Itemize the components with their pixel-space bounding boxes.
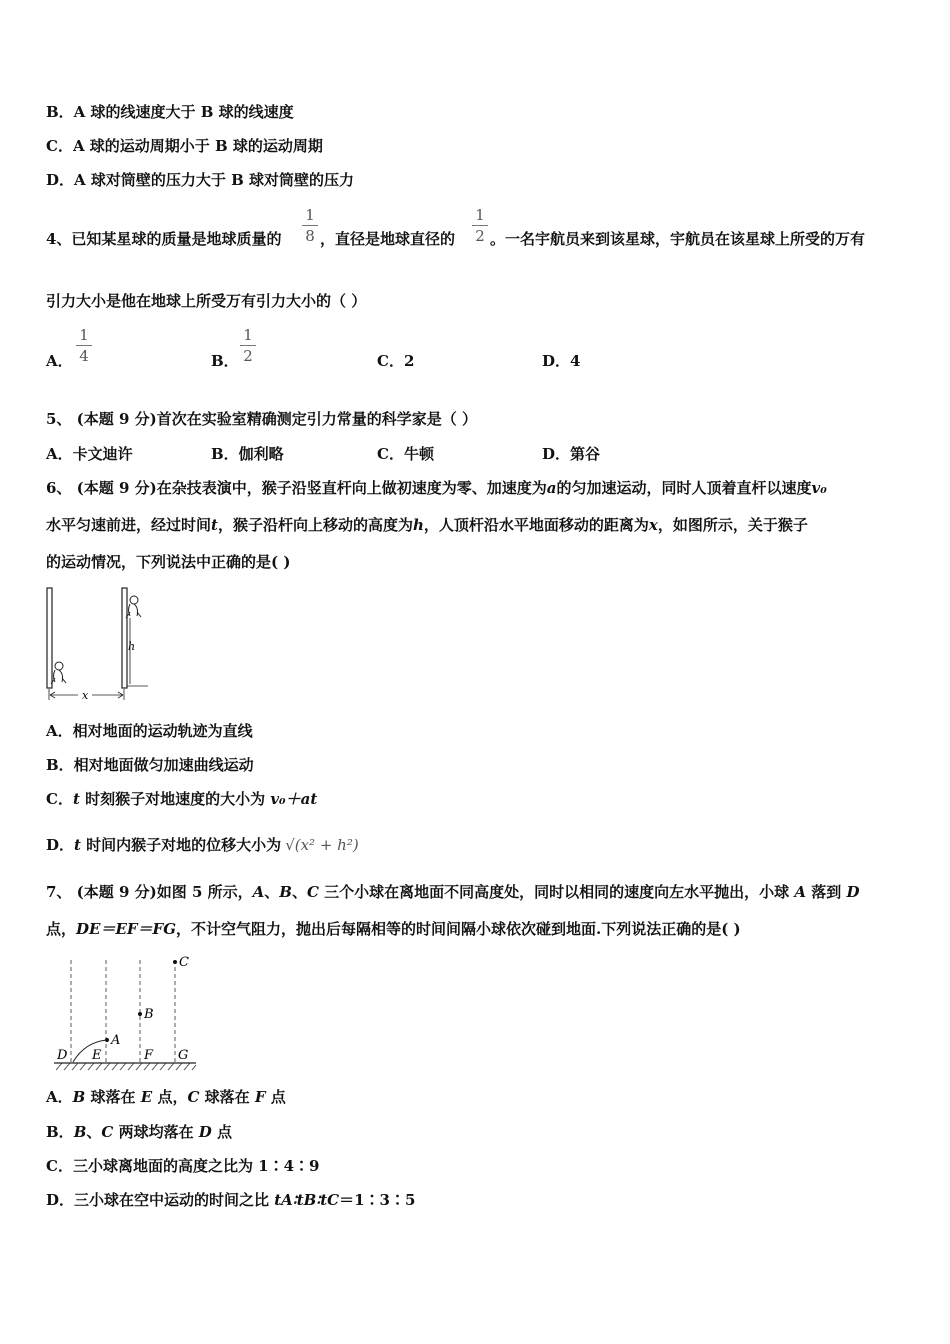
q6-stem-line1: 6、 (本题 9 分)在杂技表演中，猴子沿竖直杆向上做初速度为零、加速度为a的匀加速运动，同时人顶着直杆以速度v₀	[46, 479, 827, 497]
q4-option-a-fraction: 1 4	[76, 326, 92, 365]
q7-projectile-figure	[50, 952, 200, 1074]
q5-option-b: B．伽利略	[211, 445, 284, 463]
q4-option-c: C．2	[377, 352, 415, 370]
fig-label-f: F	[144, 1048, 154, 1063]
q6-stem-line2: 水平匀速前进，经过时间t，猴子沿杆向上移动的高度为h，人顶杆沿水平地面移动的距离为x，如图所示，关于猴子	[46, 516, 808, 534]
ball-a	[105, 1038, 109, 1042]
q6-option-a: A．相对地面的运动轨迹为直线	[46, 722, 253, 740]
pole-right	[122, 588, 127, 688]
q6-stem-line3: 的运动情况，下列说法中正确的是( )	[46, 553, 291, 571]
fig-label-a: A	[111, 1033, 121, 1048]
ball-b	[138, 1012, 142, 1016]
q6-monkey-figure	[44, 586, 154, 702]
q3-option-b: B．A 球的线速度大于 B 球的线速度	[46, 103, 294, 121]
q4-option-b-label: B．	[211, 352, 239, 370]
sqrt-expression: √(x² + h²)	[285, 836, 359, 854]
q5-stem: 5、 (本题 9 分)首次在实验室精确测定引力常量的科学家是（ ）	[46, 410, 477, 428]
q7-option-d: D．三小球在空中运动的时间之比 tA∶tB∶tC＝1∶3∶5	[46, 1191, 416, 1209]
q5-option-d: D．第谷	[542, 445, 601, 463]
fig-label-d: D	[57, 1048, 68, 1063]
q6-option-d: D．t 时间内猴子对地的位移大小为 √(x² + h²)	[46, 836, 359, 854]
monkey-icon-top	[126, 596, 141, 618]
q7-stem-line2: 点，DE＝EF＝FG，不计空气阻力，抛出后每隔相等的时间间隔小球依次碰到地面.下列说法正确的是( )	[46, 920, 741, 938]
fig-label-c: C	[179, 955, 189, 970]
pole-left	[47, 588, 52, 688]
q4-fraction-diameter: 1 2	[472, 206, 488, 245]
q6-option-c: C．t 时刻猴子对地速度的大小为 v₀＋at	[46, 790, 318, 808]
q4-stem-line2: 引力大小是他在地球上所受万有引力大小的（ ）	[46, 292, 367, 310]
q6-option-b: B．相对地面做匀加速曲线运动	[46, 756, 254, 774]
q4-option-d: D．4	[542, 352, 581, 370]
q5-option-c: C．牛顿	[377, 445, 434, 463]
q4-fraction-mass: 1 8	[302, 206, 318, 245]
q4-stem-part1: 4、已知某星球的质量是地球质量的	[46, 230, 282, 248]
q7-stem-line1: 7、 (本题 9 分)如图 5 所示，A、B、C 三个小球在离地面不同高度处，同时以相同的速度向左水平抛出，小球 A 落到 D	[46, 883, 860, 901]
q4-option-a-label: A．	[46, 352, 73, 370]
monkey-icon-bottom	[51, 662, 66, 684]
q4-stem-part3: 。一名宇航员来到该星球，宇航员在该星球上所受的万有	[490, 230, 866, 248]
ball-c	[173, 960, 177, 964]
q5-option-a: A．卡文迪许	[46, 445, 133, 463]
q3-option-d: D．A 球对筒壁的压力大于 B 球对筒壁的压力	[46, 171, 354, 189]
fig-label-b: B	[144, 1007, 154, 1022]
q7-option-c: C．三小球离地面的高度之比为 1∶4∶9	[46, 1157, 320, 1175]
fig-label-h: h	[128, 640, 136, 653]
q7-option-a: A．B 球落在 E 点，C 球落在 F 点	[46, 1088, 286, 1106]
fig-label-x: x	[82, 689, 89, 702]
q4-option-b-fraction: 1 2	[240, 326, 256, 365]
q4-stem-part2: ，直径是地球直径的	[320, 230, 456, 248]
fig-label-g: G	[178, 1048, 189, 1063]
q3-option-c: C．A 球的运动周期小于 B 球的运动周期	[46, 137, 323, 155]
fig-label-e: E	[92, 1048, 102, 1063]
q7-option-b: B．B、C 两球均落在 D 点	[46, 1123, 233, 1141]
